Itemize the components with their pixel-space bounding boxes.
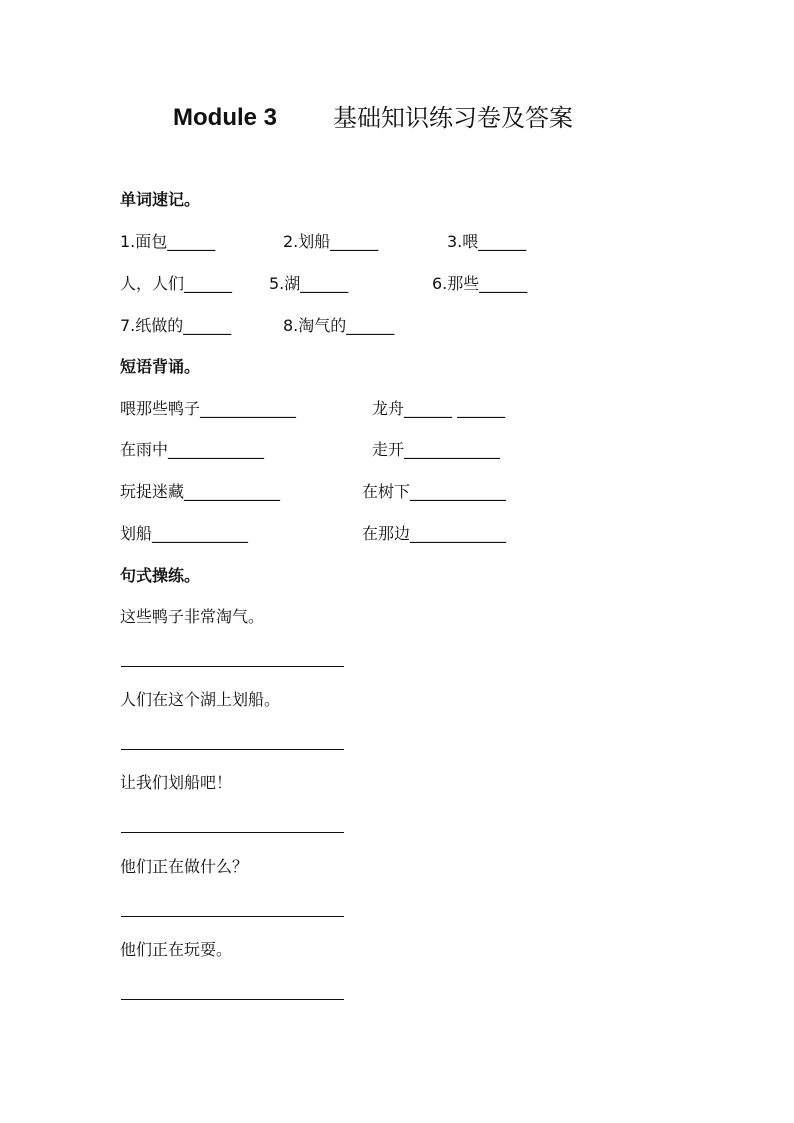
phrase-item: 喂那些鸭子____________ (120, 399, 297, 418)
title-module: Module 3 (173, 104, 278, 131)
sentence-prompt: 这些鸭子非常淘气。 (120, 607, 265, 626)
phrase-item: 走开____________ (372, 440, 501, 459)
sentence-prompt: 人们在这个湖上划船。 (120, 690, 281, 709)
word-item: 8.淘气的______ (283, 316, 395, 335)
answer-line (121, 749, 344, 750)
sentence-prompt: 他们正在做什么？ (120, 857, 249, 876)
answer-line (121, 999, 344, 1000)
word-item: 2.划船______ (283, 232, 379, 251)
sentence-prompt: 让我们划船吧！ (120, 773, 233, 792)
phrase-item: 在雨中____________ (120, 440, 265, 459)
phrase-item: 玩捉迷藏____________ (120, 482, 281, 501)
word-item: 6.那些______ (432, 274, 528, 293)
word-item: 人，人们______ (120, 274, 233, 293)
word-item: 1.面包______ (120, 232, 216, 251)
answer-line (121, 916, 344, 917)
phrase-item: 在树下____________ (362, 482, 507, 501)
document-title (0, 100, 794, 136)
section-heading-words: 单词速记。 (120, 190, 201, 209)
section-heading-sentences: 句式操练。 (120, 566, 201, 585)
phrase-item: 龙舟______ ______ (372, 399, 506, 418)
phrase-item: 在那边____________ (362, 524, 507, 543)
title-name: 基础知识练习卷及答案 (333, 104, 573, 132)
phrase-item: 划船____________ (120, 524, 249, 543)
word-item: 3.喂______ (447, 232, 527, 251)
word-item: 7.纸做的______ (120, 316, 232, 335)
section-heading-phrases: 短语背诵。 (120, 357, 201, 376)
answer-line (121, 666, 344, 667)
word-item: 5.湖______ (269, 274, 349, 293)
sentence-prompt: 他们正在玩耍。 (120, 940, 233, 959)
answer-line (121, 832, 344, 833)
